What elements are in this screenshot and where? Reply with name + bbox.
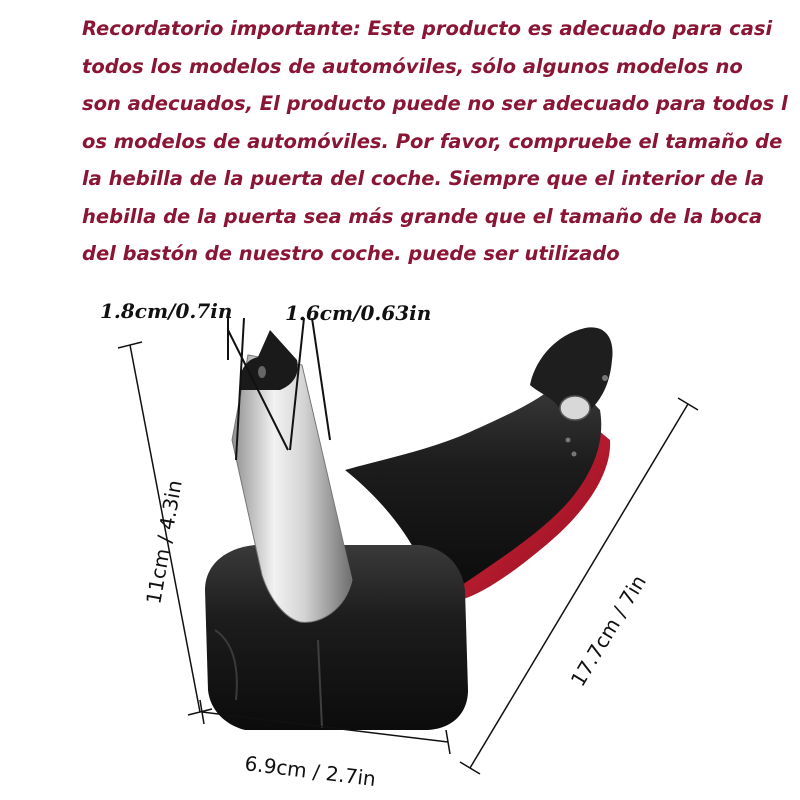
screw-icon <box>566 438 571 443</box>
breaker-point-highlight <box>258 366 266 378</box>
shaft-width-label: 1.6cm/0.63in <box>285 301 432 325</box>
screw-icon <box>602 375 608 381</box>
dimension-tick <box>678 398 698 410</box>
latch-pin <box>560 396 590 420</box>
notice-line: la hebilla de la puerta del coche. Siempre que el interior de la <box>82 167 765 190</box>
tip-width-label: 1.8cm/0.7in <box>100 299 233 323</box>
length-label: 17.7cm / 7in <box>565 570 651 691</box>
notice-line: todos los modelos de automóviles, sólo algunos modelos no <box>82 54 743 78</box>
notice-line: hebilla de la puerta sea más grande que el tamaño de la boca <box>82 204 763 228</box>
base-width-label: 6.9cm / 2.7in <box>243 751 378 792</box>
dimension-tick <box>460 762 480 774</box>
notice-line: os modelos de automóviles. Por favor, compruebe el tamaño de <box>82 129 783 153</box>
notice-line: son adecuados, El producto puede no ser adecuado para todos l <box>82 92 788 115</box>
notice-line: del bastón de nuestro coche. puede ser utilizado <box>82 242 620 265</box>
height-label: 11cm / 4.3in <box>141 478 187 606</box>
screw-icon <box>572 452 577 457</box>
notice-line: Recordatorio importante: Este producto es adecuado para casi <box>82 17 773 40</box>
